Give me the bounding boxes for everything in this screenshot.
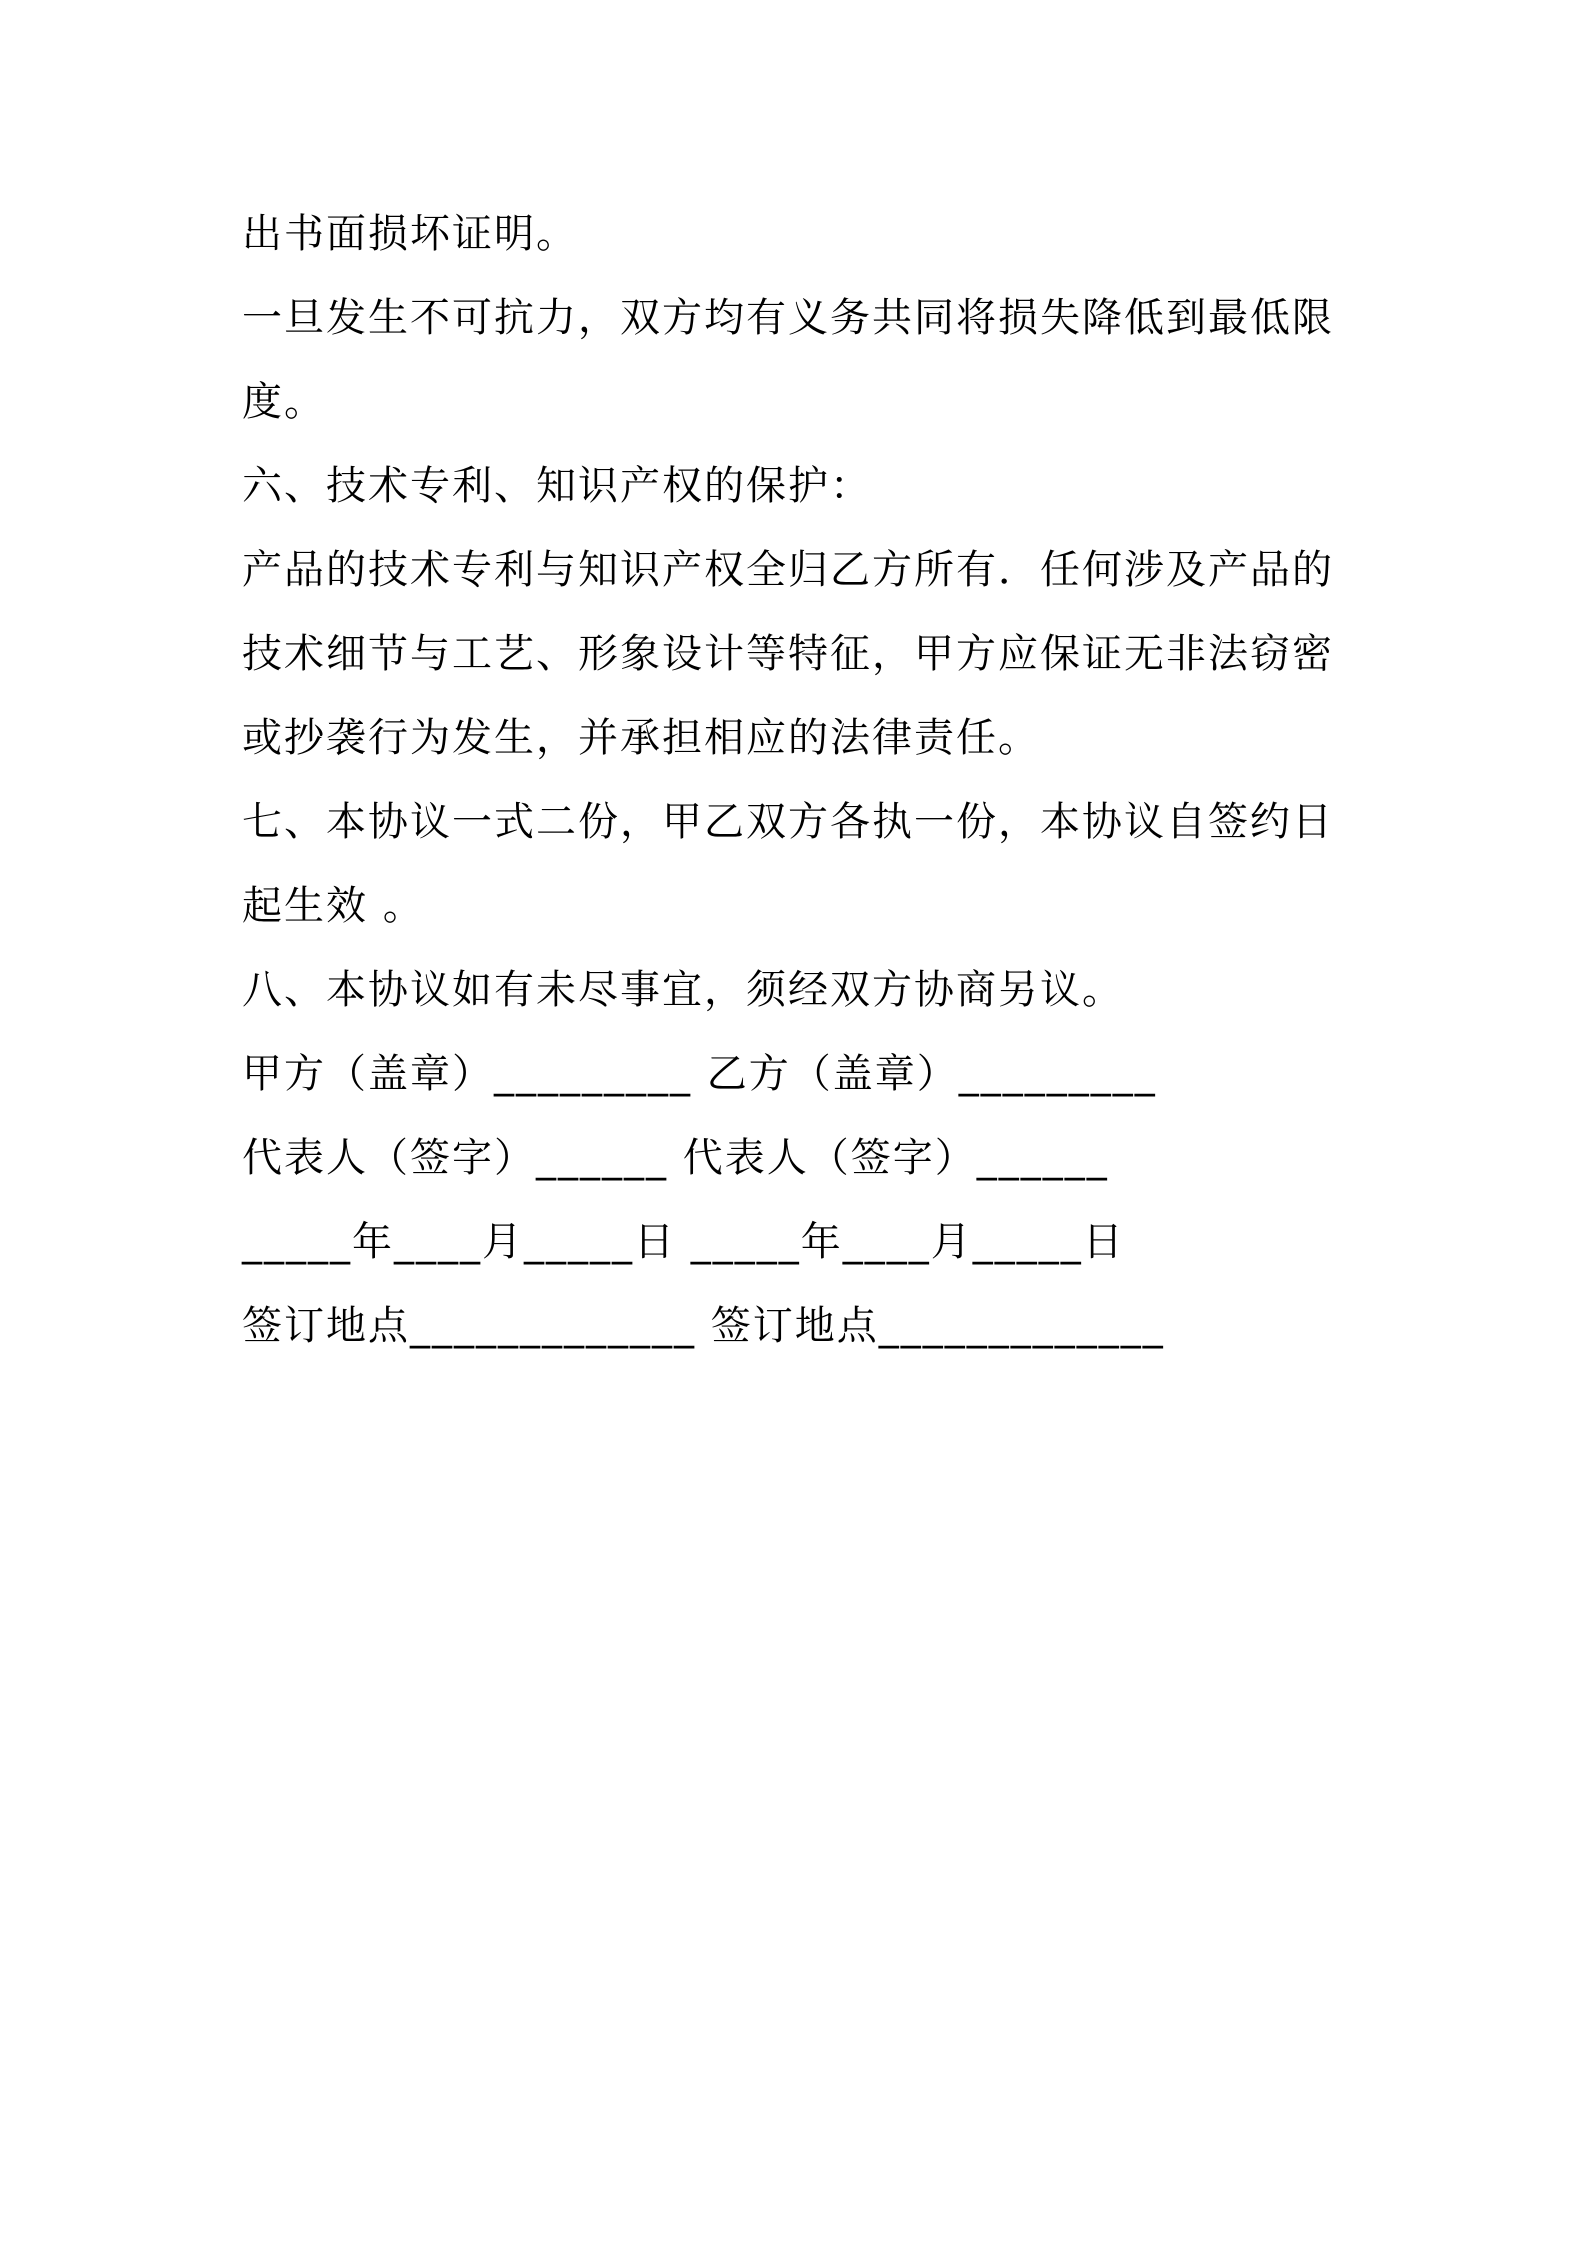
clause-copies-cont: 起生效 。 (242, 883, 425, 929)
paragraph-ip-ownership-cont: 技术细节与工艺、形象设计等特征，甲方应保证无非法窃密 (242, 631, 1334, 677)
paragraph-ip-ownership-end: 或抄袭行为发生，并承担相应的法律责任。 (242, 715, 1040, 761)
signature-representative-line: 代表人（签字）______ 代表人（签字）______ (242, 1135, 1109, 1181)
signature-location-line: 签订地点_____________ 签订地点_____________ (242, 1303, 1165, 1349)
paragraph-ip-ownership: 产品的技术专利与知识产权全归乙方所有．任何涉及产品的 (242, 547, 1334, 593)
section-heading-ip-protection: 六、技术专利、知识产权的保护： (242, 463, 872, 509)
paragraph-force-majeure-cont: 度。 (242, 379, 326, 425)
signature-seal-line: 甲方（盖章）_________ 乙方（盖章）_________ (242, 1051, 1157, 1097)
paragraph-force-majeure: 一旦发生不可抗力，双方均有义务共同将损失降低到最低限 (242, 295, 1334, 341)
document-body (242, 192, 1362, 1368)
paragraph-damage-proof: 出书面损坏证明。 (242, 211, 578, 257)
clause-copies: 七、本协议一式二份，甲乙双方各执一份，本协议自签约日 (242, 799, 1334, 845)
signature-date-line: _____年____月_____日 _____年____月_____日 (242, 1219, 1125, 1265)
clause-unresolved-matters: 八、本协议如有未尽事宜，须经双方协商另议。 (242, 967, 1124, 1013)
